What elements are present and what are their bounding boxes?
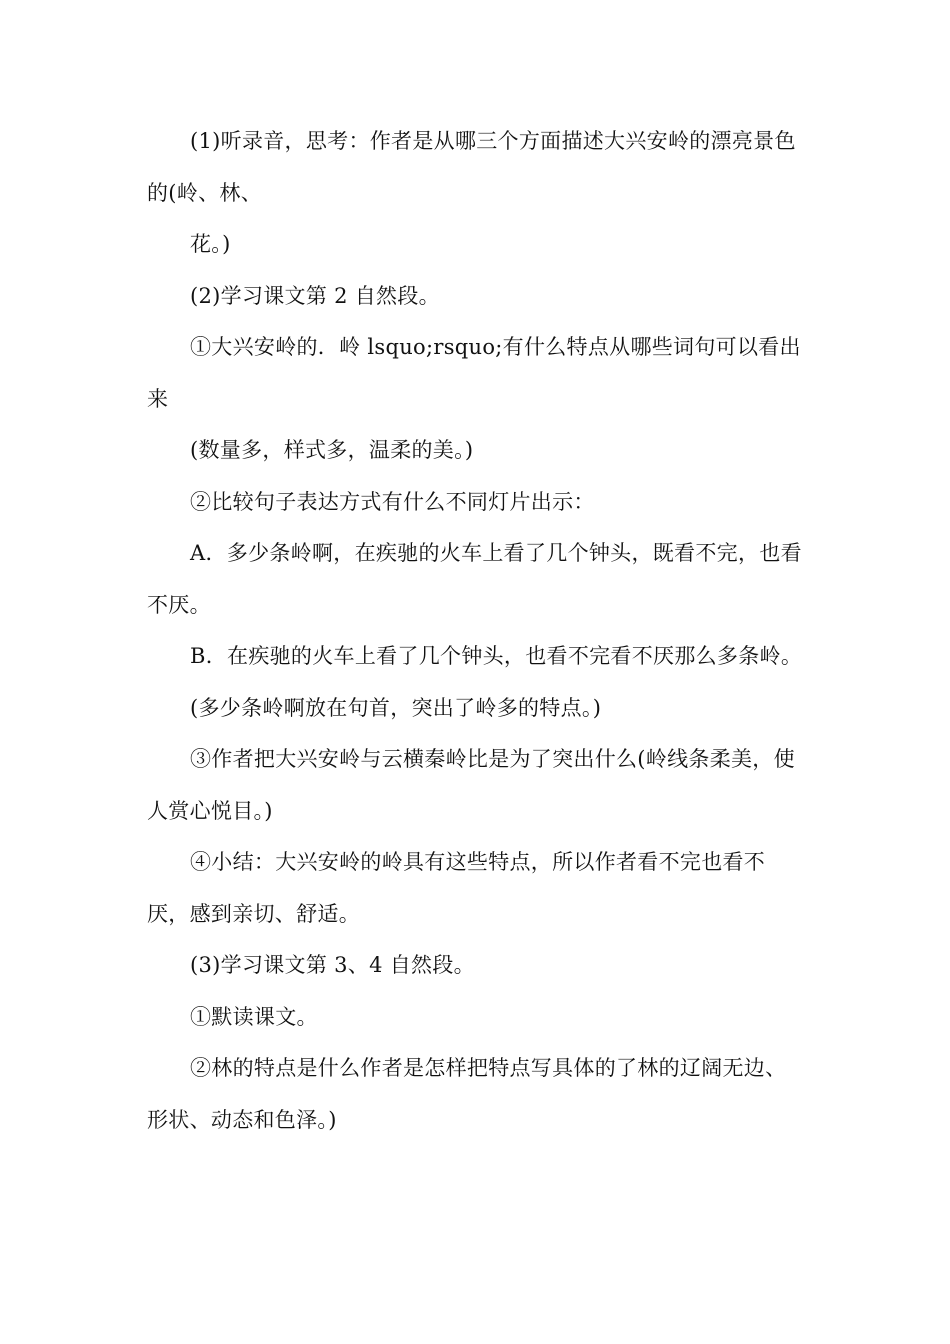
paragraph-3: (2)学习课文第 2 自然段。 [190, 283, 440, 308]
paragraph-4: ①大兴安岭的．岭 lsquo;rsquo;有什么特点从哪些词句可以看出来 [147, 335, 801, 411]
paragraph-9: (多少条岭啊放在句首，突出了岭多的特点。) [190, 695, 602, 720]
paragraph-12: (3)学习课文第 3、4 自然段。 [190, 953, 475, 977]
paragraph-8: B．在疾驰的火车上看了几个钟头，也看不完看不厌那么多条岭。 [190, 644, 803, 668]
paragraph-6: ②比较句子表达方式有什么不同灯片出示： [190, 489, 595, 514]
document-body [147, 116, 807, 1146]
paragraph-13: ①默读课文。 [190, 1004, 318, 1029]
paragraph-5: (数量多，样式多，温柔的美。) [190, 438, 474, 462]
paragraph-11: ④小结：大兴安岭的岭具有这些特点，所以作者看不完也看不厌，感到亲切、舒适。 [147, 850, 766, 926]
paragraph-10: ③作者把大兴安岭与云横秦岭比是为了突出什么(岭线条柔美，使人赏心悦目。) [147, 747, 795, 823]
paragraph-14: ②林的特点是什么作者是怎样把特点写具体的了林的辽阔无边、形状、动态和色泽。) [147, 1056, 787, 1132]
paragraph-7: A．多少条岭啊，在疾驰的火车上看了几个钟头，既看不完，也看不厌。 [147, 541, 802, 617]
paragraph-1: (1)听录音，思考：作者是从哪三个方面描述大兴安岭的漂亮景色的(岭、林、 [147, 129, 796, 205]
paragraph-2: 花。) [190, 232, 231, 256]
